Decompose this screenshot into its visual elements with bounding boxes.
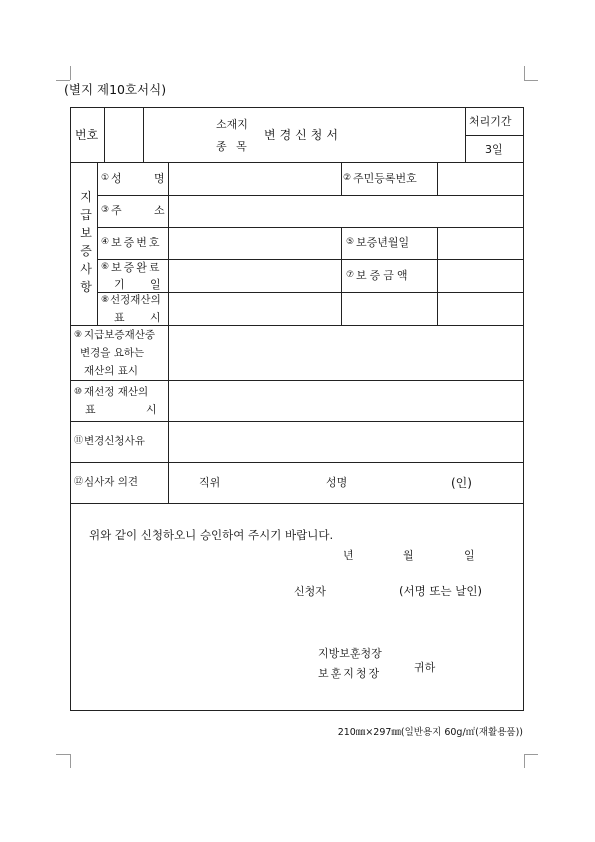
crop-mark-top-right [524, 66, 525, 80]
field-number: ⑪ [74, 436, 84, 446]
address-label: 소 [154, 204, 165, 217]
honorific: 귀하 [414, 661, 436, 674]
row-line [70, 162, 524, 163]
crop-mark-top-right [524, 80, 538, 81]
guarantee-date-label: 보증년월일 [356, 236, 410, 249]
name-field-label: 성명 [326, 476, 348, 489]
header-divider [465, 135, 524, 136]
sign-label: (서명 또는 날인) [399, 584, 482, 598]
processing-period-value: 3일 [485, 143, 503, 156]
seal-label: (인) [451, 476, 472, 490]
position-label: 직위 [199, 476, 221, 489]
name-label: 성 [111, 172, 122, 185]
recipient-regional-office: 지방보훈청장 [318, 647, 382, 660]
selected-property-label: 시 [150, 311, 161, 324]
row-line [70, 503, 524, 504]
resident-number-label: 주민등록번호 [353, 172, 417, 185]
field-number: ② [343, 173, 352, 183]
change-reason-label: 변경신청사유 [84, 435, 145, 447]
section-divider [97, 162, 98, 325]
field-number: ⑦ [346, 270, 355, 280]
month-label: 월 [403, 549, 414, 562]
field-number: ⑫ [74, 477, 84, 487]
guarantee-amount-label: 보증금액 [356, 269, 411, 282]
column-divider [437, 162, 438, 195]
crop-mark-bottom-left [56, 754, 70, 755]
header-divider [143, 107, 144, 162]
change-property-label: 지급보증재산중 [84, 329, 156, 341]
guarantee-complete-label: 기 [114, 278, 125, 291]
guarantee-number-label: 보증번호 [111, 236, 162, 249]
processing-period-label: 처리기간 [469, 115, 512, 128]
recipient-branch-office: 보훈지청장 [318, 667, 382, 680]
field-number: ① [101, 173, 110, 183]
row-line [70, 380, 524, 381]
title-category: 종 목 [216, 140, 250, 153]
label-column-divider [168, 162, 169, 503]
guarantee-complete-label: 일 [150, 278, 161, 291]
reselected-property-label: 시 [146, 403, 157, 416]
row-line [70, 462, 524, 463]
guarantee-complete-label: 보증완료 [111, 261, 162, 274]
field-number: ⑩ [74, 387, 83, 397]
field-number: ③ [101, 205, 110, 215]
address-label: 주 [111, 204, 122, 217]
crop-mark-bottom-right [524, 754, 525, 768]
applicant-label: 신청자 [294, 585, 326, 598]
field-number: ⑧ [101, 295, 110, 305]
examiner-opinion-label: 심사자 의견 [84, 476, 139, 488]
day-label: 일 [464, 549, 475, 562]
row-line [97, 227, 524, 228]
declaration-text: 위와 같이 신청하오니 승인하여 주시기 바랍니다. [89, 528, 334, 542]
field-number: ⑨ [74, 330, 83, 340]
row-line [97, 195, 524, 196]
column-divider [437, 227, 438, 325]
form-title: 변경신청서 [264, 128, 342, 142]
row-line [97, 259, 524, 260]
column-divider [341, 162, 342, 195]
field-number: ④ [101, 237, 110, 247]
column-divider [341, 227, 342, 325]
selected-property-label: 표 [114, 311, 125, 324]
row-line [97, 292, 524, 293]
form-label: (별지 제10호서식) [64, 82, 167, 97]
reselected-property-label: 재선정 재산의 [84, 386, 149, 398]
field-number: ⑤ [346, 237, 355, 247]
name-label: 명 [154, 172, 165, 185]
title-location: 소재지 [216, 118, 248, 131]
change-property-label: 변경을 요하는 [80, 347, 145, 359]
row-line [70, 325, 524, 326]
row-line [70, 421, 524, 422]
reselected-property-label: 표 [85, 403, 96, 416]
crop-mark-bottom-right [524, 754, 538, 755]
crop-mark-bottom-left [70, 754, 71, 768]
number-label: 번호 [75, 128, 99, 142]
year-label: 년 [343, 549, 354, 562]
change-property-label: 재산의 표시 [84, 365, 139, 377]
selected-property-label: 선정재산의 [110, 294, 161, 306]
guarantee-section-label: 지 급 보 증 사 항 [80, 190, 92, 294]
paper-spec-footer: 210㎜×297㎜(일반용지 60g/㎡(재활용품)) [337, 727, 523, 738]
header-divider [104, 107, 105, 162]
crop-mark-top-left [70, 66, 71, 80]
field-number: ⑥ [101, 262, 110, 272]
form-frame [70, 107, 524, 711]
